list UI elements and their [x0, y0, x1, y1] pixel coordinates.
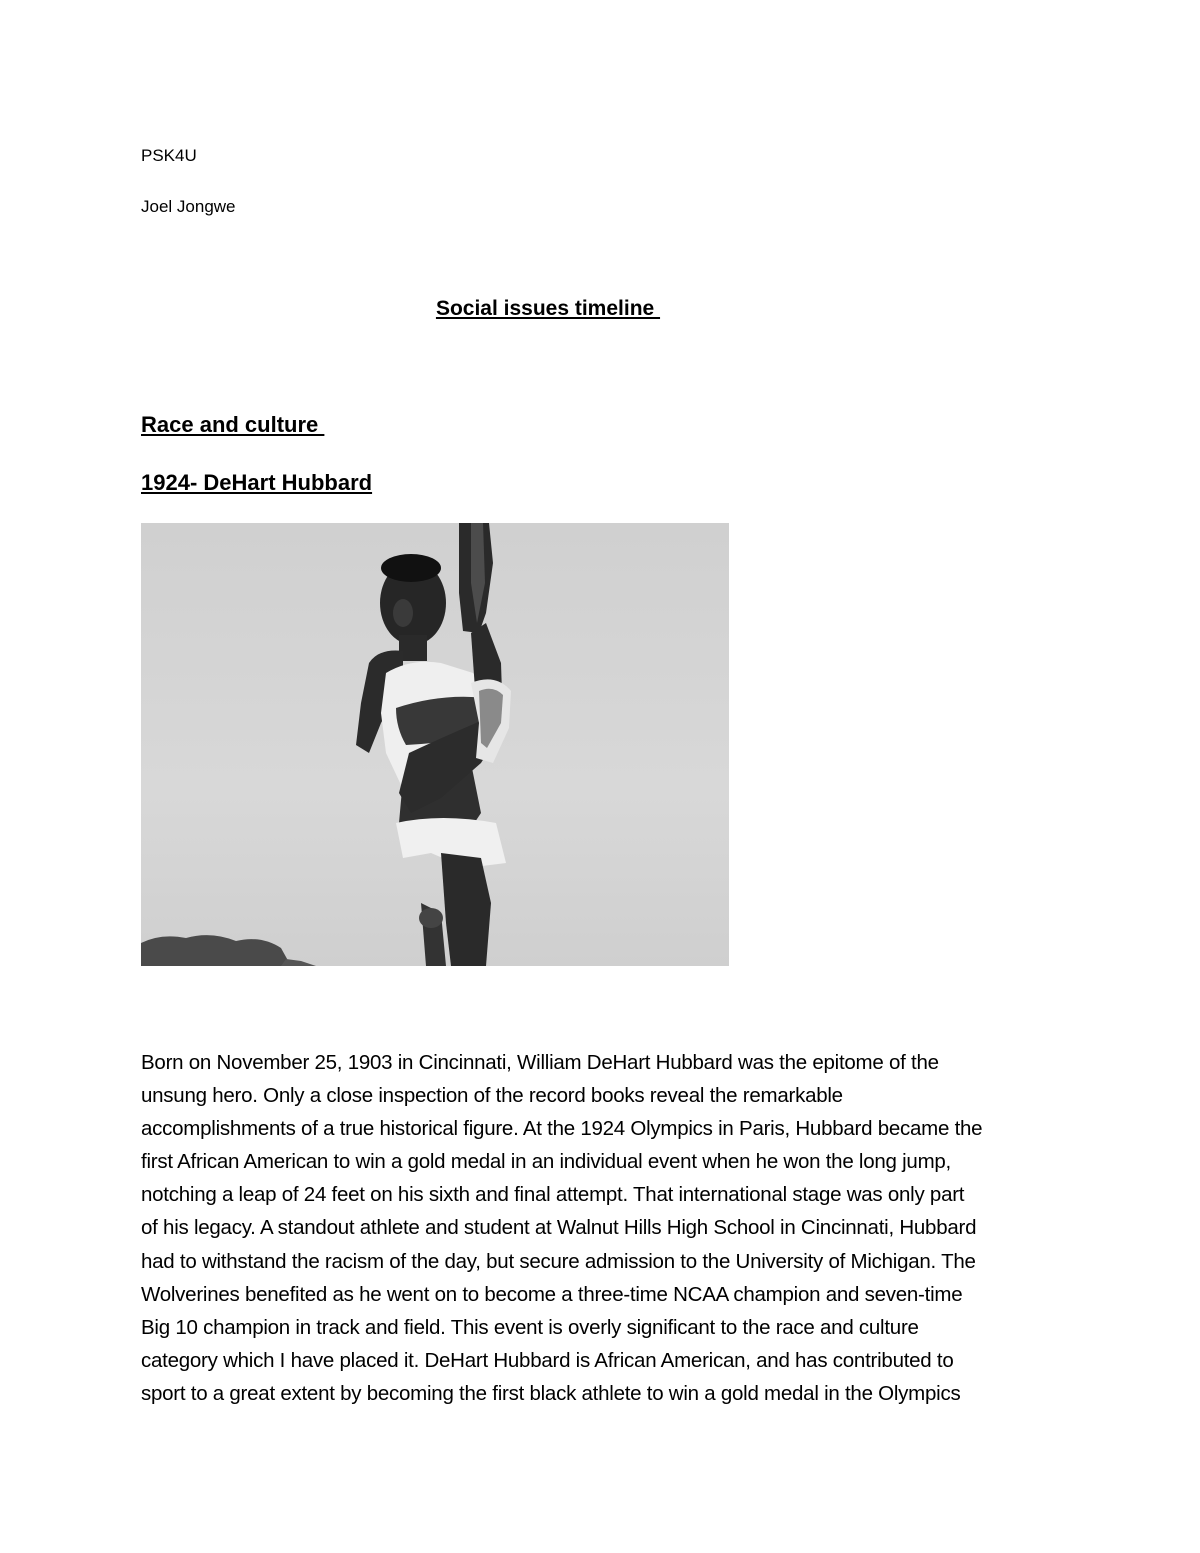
paragraph-line: had to withstand the racism of the day, but secure admission to the University of Michigan. The	[141, 1249, 976, 1273]
paragraph-line: unsung hero. Only a close inspection of the record books reveal the remarkable	[141, 1084, 843, 1108]
author-name: Joel Jongwe	[141, 197, 236, 216]
body-paragraph	[141, 1046, 1061, 1410]
course-code: PSK4U	[141, 146, 197, 165]
paragraph-line: Wolverines benefited as he went on to become a three-time NCAA champion and seven-time	[141, 1282, 963, 1306]
paragraph-line: of his legacy. A standout athlete and student at Walnut Hills High School in Cincinnati, Hubbard	[141, 1216, 977, 1240]
athlete-photo	[141, 523, 729, 966]
paragraph-line: Big 10 champion in track and field. This event is overly significant to the race and culture	[141, 1315, 919, 1339]
athlete-photo-illustration	[141, 523, 729, 966]
paragraph-line: notching a leap of 24 feet on his sixth and final attempt. That international stage was only part	[141, 1183, 965, 1207]
paragraph-line: sport to a great extent by becoming the first black athlete to win a gold medal in the Olympics	[141, 1381, 961, 1405]
paragraph-line: accomplishments of a true historical figure. At the 1924 Olympics in Paris, Hubbard became the	[141, 1117, 983, 1141]
event-heading: 1924- DeHart Hubbard	[141, 470, 373, 495]
paragraph-line: first African American to win a gold medal in an individual event when he won the long jump,	[141, 1150, 952, 1174]
paragraph-line: category which I have placed it. DeHart Hubbard is African American, and has contributed to	[141, 1348, 954, 1372]
category-heading: Race and culture	[141, 412, 325, 437]
paragraph-line: Born on November 25, 1903 in Cincinnati, William DeHart Hubbard was the epitome of the	[141, 1051, 939, 1074]
document-title: Social issues timeline	[435, 297, 661, 320]
